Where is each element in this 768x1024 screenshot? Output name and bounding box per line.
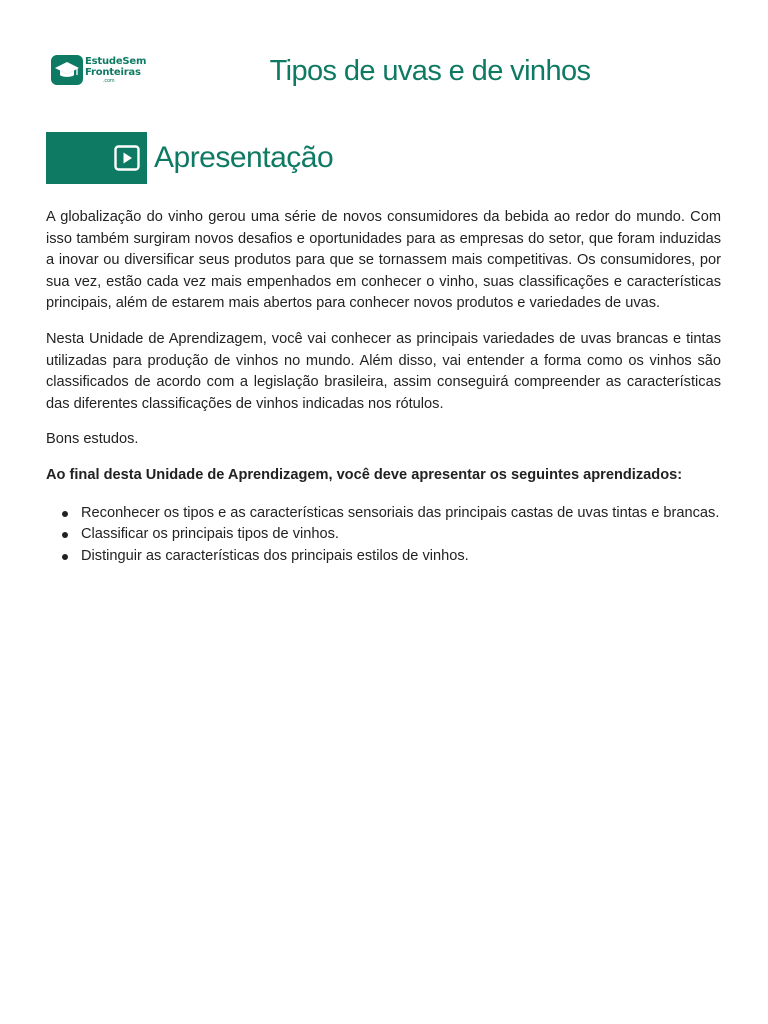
logo-line-1: EstudeSem	[85, 56, 147, 67]
play-icon	[114, 145, 140, 171]
document-title: Tipos de uvas e de vinhos	[269, 55, 591, 87]
greeting-paragraph: Bons estudos.	[46, 431, 139, 448]
objectives-heading: Ao final desta Unidade de Aprendizagem, você deve apresentar os seguintes aprendizados:	[46, 466, 683, 483]
presentation-content	[46, 207, 721, 567]
objective-item	[46, 524, 721, 546]
objective-item	[46, 503, 721, 525]
logo-wordmark	[85, 56, 146, 84]
logo-line-2: Fronteiras	[85, 67, 141, 78]
unit-description-paragraph: Nesta Unidade de Aprendizagem, você vai conhecer as principais variedades de uvas brancas e tintas utilizadas para produção de vinhos no mundo. Além disso, vai entender a forma como os vinhos são classificados de acordo com a legislação brasileira, assim conseguirá compreender as características das diferentes classificações de vinhos indicadas nos rótulos.	[46, 330, 721, 412]
objective-text: Reconhecer os tipos e as características sensoriais das principais castas de uvas tintas e brancas.	[81, 504, 720, 521]
logo-line-3: .com	[103, 78, 115, 84]
estude-sem-fronteiras-logo	[51, 55, 151, 87]
section-title: Apresentação	[154, 141, 334, 174]
objective-item	[46, 546, 721, 568]
bullet-icon	[62, 532, 68, 538]
objective-text: Distinguir as características dos principais estilos de vinhos.	[81, 547, 469, 564]
objective-text: Classificar os principais tipos de vinhos.	[81, 526, 339, 543]
section-header-bar	[46, 132, 147, 184]
bullet-icon	[62, 554, 68, 560]
graduation-cap-icon	[51, 55, 83, 85]
objectives-list	[46, 503, 721, 568]
intro-paragraph: A globalização do vinho gerou uma série de novos consumidores da bebida ao redor do mundo. Com isso também surgiram novos desafios e oportunidades para as empresas do setor, que foram induzidas a inovar ou diversificar seus produtos para que se tornassem mais competitivas. Os consumidores, por sua vez, estão cada vez mais empenhados em conhecer o vinho, suas classificações e características principais, além de estarem mais abertos para conhecer novos produtos e variedades de uvas.	[46, 209, 721, 312]
bullet-icon	[62, 511, 68, 517]
